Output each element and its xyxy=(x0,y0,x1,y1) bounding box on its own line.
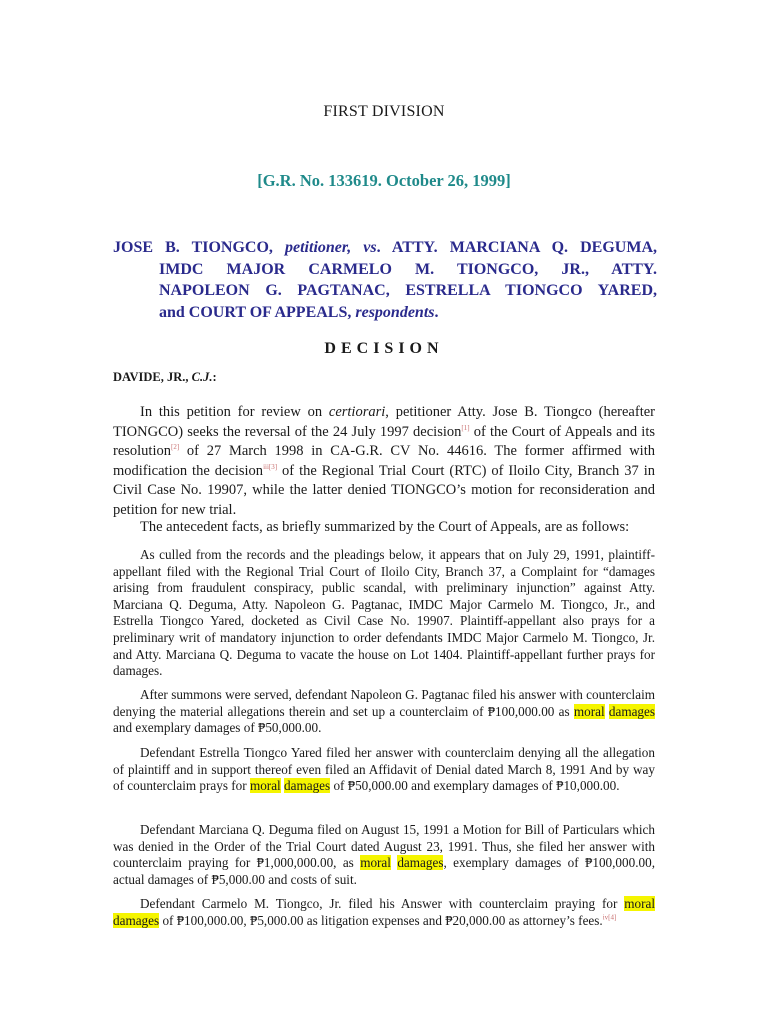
footnote-link-1[interactable]: [1] xyxy=(461,423,470,432)
text-span: and exemplary damages of ₱50,000.00. xyxy=(113,720,322,736)
text-span: of 27 March 1998 in CA-G.R. CV No. 44616. The former affirmed with modification the decision xyxy=(113,443,655,479)
quote-paragraph-pagtanac xyxy=(113,687,655,737)
ponente-colon: : xyxy=(212,370,217,384)
footnote-link-3[interactable]: iii[3] xyxy=(263,462,278,471)
text-span: Defendant Carmelo M. Tiongco, Jr. filed his Answer with counterclaim praying for xyxy=(140,896,625,911)
paragraph-petition xyxy=(113,403,655,521)
text-span: of the Regional Trial Court (RTC) of Iloilo City, Branch 37 in Civil Case No. 19907, while the latter denied TIONGCO’s motion for reconsideration and petition for new trial. xyxy=(113,462,655,518)
quote-paragraph-carmelo xyxy=(113,896,655,929)
division-heading: FIRST DIVISION xyxy=(323,103,445,120)
footnote-link-2[interactable]: [2] xyxy=(171,443,180,452)
highlighted-term: moral xyxy=(624,896,655,911)
text-span: of ₱50,000.00 and exemplary damages of ₱10,000.00. xyxy=(330,778,620,794)
petitioner-role: petitioner, vs xyxy=(285,239,377,256)
text-span: , petitioner Atty. Jose B. Tiongco (hereafter TIONGCO) seeks the reversal of the 24 July 1997 decision xyxy=(113,404,655,440)
decision-title: DECISION xyxy=(324,340,444,357)
parties-line-2: IMDC MAJOR CARMELO M. TIONGCO, JR., ATTY. xyxy=(159,260,657,278)
text-span: of ₱100,000.00, ₱5,000.00 as litigation expenses and ₱20,000.00 as attorney’s fees. xyxy=(159,912,603,928)
quote-paragraph-yared xyxy=(113,745,655,795)
highlighted-term: damages xyxy=(113,912,160,928)
highlighted-term: moral xyxy=(360,855,391,871)
paragraph-antecedent-facts: The antecedent facts, as briefly summarized by the Court of Appeals, are as follows: xyxy=(140,519,630,535)
text-span: After summons were served, defendant Napoleon G. Pagtanac filed his answer with counterclaim denying the material allegations therein and set up a counterclaim of ₱100,000.00 as xyxy=(113,687,655,719)
parties-line-3: NAPOLEON G. PAGTANAC, ESTRELLA TIONGCO YARED, xyxy=(159,282,657,299)
respondent-name-last: and COURT OF APPEALS, xyxy=(159,303,356,321)
respondent-name-1: . ATTY. MARCIANA Q. DEGUMA, xyxy=(376,239,657,256)
case-parties xyxy=(113,237,657,323)
text-span: In this petition for review on xyxy=(140,404,329,420)
highlighted-term: damages xyxy=(284,778,331,794)
highlighted-term: moral xyxy=(573,703,605,719)
highlighted-term: damages xyxy=(608,703,656,719)
italic-term: certiorari xyxy=(328,404,386,420)
text-span: Defendant Marciana Q. Deguma filed on August 15, 1991 a Motion for Bill of Particulars which was denied in the Order of the Trial Court dated August 23, 1991. Thus, she filed her answer with counterclaim praying for ₱1,000,000.00, as xyxy=(113,822,655,871)
highlighted-term: moral xyxy=(249,778,281,794)
ponente-name: DAVIDE, JR., xyxy=(113,370,192,384)
quote-paragraph-deguma xyxy=(113,822,655,888)
text-span: Defendant Estrella Tiongco Yared filed her answer with counterclaim denying all the allegation of plaintiff and in support thereof even filed an Affidavit of Denial dated March 8, 1991 And by way of counterclaim prays for xyxy=(113,745,655,794)
ponente-title: C.J. xyxy=(191,370,213,384)
text-span: , exemplary damages of ₱100,000.00, actual damages of ₱5,000.00 and costs of suit. xyxy=(113,855,655,887)
ponente xyxy=(113,370,217,385)
respondents-role: respondents xyxy=(355,303,435,321)
parties-line-1 xyxy=(113,237,657,259)
case-number: [G.R. No. 133619. October 26, 1999] xyxy=(257,171,511,190)
parties-period: . xyxy=(434,303,439,321)
parties-line-4 xyxy=(113,302,657,324)
petitioner-name: JOSE B. TIONGCO, xyxy=(113,239,285,256)
quote-paragraph-complaint: As culled from the records and the pleadings below, it appears that on July 29, 1991, plaintiff-appellant filed with the Regional Trial Court of Iloilo City, Branch 37, a Complaint for “damages arising from fraudulent conspiracy, public scandal, with preliminary injunction” against Atty. Marciana Q. Deguma, Atty. Napoleon G. Pagtanac, IMDC Major Carmelo M. Tiongco, Jr., and Estrella Tiongco Yared, docketed as Civil Case No. 19907. Plaintiff-appellant also prays for a preliminary writ of mandatory injunction to order defendants IMDC Major Carmelo M. Tiongco, Jr. and Atty. Marciana Q. Deguma to vacate the house on Lot 1404. Plaintiff-appellant further prays for damages. xyxy=(113,547,655,679)
footnote-link-4[interactable]: iv[4] xyxy=(602,913,617,922)
text-span: of the Court of Appeals and its resolution xyxy=(113,423,655,460)
highlighted-term: damages xyxy=(397,855,444,871)
